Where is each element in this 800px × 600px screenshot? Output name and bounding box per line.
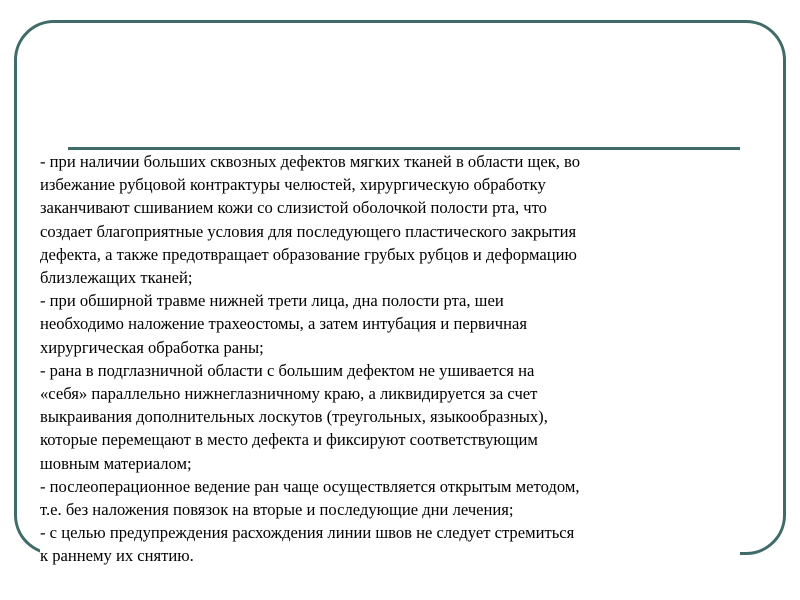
text-line: необходимо наложение трахеостомы, а затем интубация и первичная: [40, 312, 740, 335]
text-line: - при наличии больших сквозных дефектов мягких тканей в области щек, во: [40, 150, 740, 173]
text-line: заканчивают сшиванием кожи со слизистой оболочкой полости рта, что: [40, 196, 740, 219]
text-line: которые перемещают в место дефекта и фиксируют соответствующим: [40, 428, 740, 451]
text-line: к раннему их снятию.: [40, 544, 740, 567]
text-line: - послеоперационное ведение ран чаще осуществляется открытым методом,: [40, 475, 740, 498]
text-line: т.е. без наложения повязок на вторые и последующие дни лечения;: [40, 498, 740, 521]
slide-body-text: [40, 150, 740, 568]
text-line: избежание рубцовой контрактуры челюстей, хирургическую обработку: [40, 173, 740, 196]
text-line: «себя» параллельно нижнеглазничному краю, а ликвидируется за счет: [40, 382, 740, 405]
text-line: создает благоприятные условия для последующего пластического закрытия: [40, 220, 740, 243]
text-line: - рана в подглазничной области с большим дефектом не ушивается на: [40, 359, 740, 382]
text-line: - с целью предупреждения расхождения линии швов не следует стремиться: [40, 521, 740, 544]
text-line: выкраивания дополнительных лоскутов (треугольных, языкообразных),: [40, 405, 740, 428]
text-line: - при обширной травме нижней трети лица, дна полости рта, шеи: [40, 289, 740, 312]
text-line: близлежащих тканей;: [40, 266, 740, 289]
text-line: хирургическая обработка раны;: [40, 336, 740, 359]
text-line: шовным материалом;: [40, 452, 740, 475]
text-line: дефекта, а также предотвращает образование грубых рубцов и деформацию: [40, 243, 740, 266]
